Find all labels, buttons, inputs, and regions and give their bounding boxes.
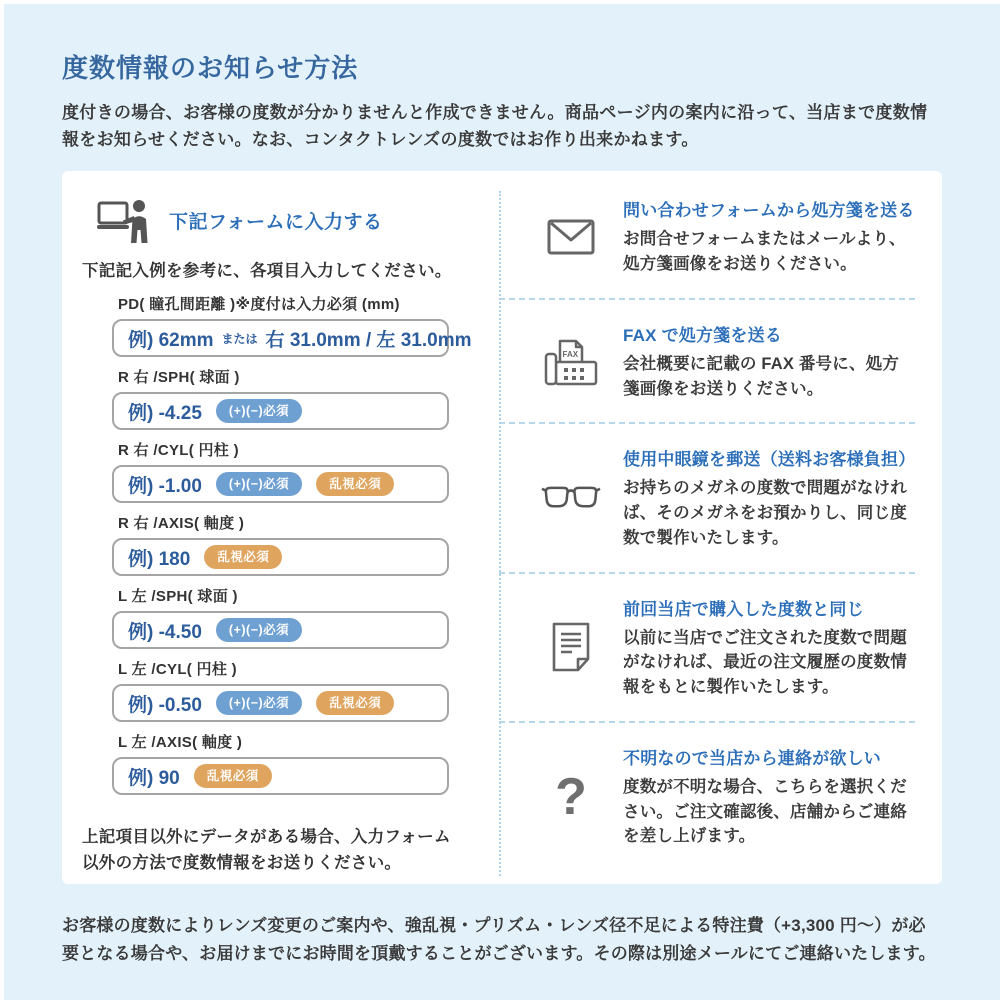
field-example-box bbox=[112, 757, 449, 795]
field-label: R 右 /SPH( 球面 ) bbox=[118, 369, 240, 387]
astigmatism-required-badge: 乱視必須 bbox=[194, 764, 272, 788]
field-example-value: 例) 90 bbox=[128, 767, 180, 789]
field-r-sph bbox=[112, 366, 449, 430]
question-icon: ? bbox=[555, 767, 587, 826]
method-body: お持ちのメガネの度数で問題がなければ、そのメガネをお預かりし、同じ度数で製作いたします。 bbox=[623, 479, 907, 547]
astigmatism-required-badge: 乱視必須 bbox=[316, 691, 394, 715]
svg-text:FAX: FAX bbox=[562, 350, 579, 360]
field-example-value: 例) -0.50 bbox=[128, 694, 202, 716]
info-card bbox=[62, 171, 942, 884]
field-example-value: 例) -1.00 bbox=[128, 475, 202, 497]
method-mail-glasses bbox=[499, 424, 915, 573]
field-label: R 右 /CYL( 円柱 ) bbox=[118, 442, 239, 460]
plus-minus-required-badge: (+)(−)必須 bbox=[216, 691, 302, 715]
methods-section bbox=[499, 171, 943, 884]
field-example-box bbox=[112, 611, 449, 649]
field-example-value: 右 31.0mm / 左 31.0mm bbox=[265, 329, 472, 351]
form-instruction: 下記記入例を参考に、各項目入力してください。 bbox=[82, 262, 452, 281]
method-body: お問合せフォームまたはメールより、処方箋画像をお送りください。 bbox=[623, 230, 906, 274]
field-label: R 右 /AXIS( 軸度 ) bbox=[118, 515, 245, 533]
field-r-cyl bbox=[112, 439, 449, 503]
form-section-header bbox=[97, 197, 499, 243]
footer-note: お客様の度数によりレンズ変更のご案内や、強乱視・プリズム・レンズ径不足による特注費（+3,300 円〜）が必要となる場合や、お届けまでにお時間を頂戴することがございます。その際は別途メールにてご連絡いたします。 bbox=[62, 916, 936, 963]
field-example-connector: または bbox=[221, 331, 258, 346]
glasses-icon bbox=[541, 485, 601, 511]
method-heading: 使用中眼鏡を郵送（送料お客様負担） bbox=[623, 450, 916, 470]
envelope-icon bbox=[541, 219, 601, 255]
method-contact-form bbox=[499, 171, 915, 300]
field-l-axis bbox=[112, 731, 449, 795]
method-unknown bbox=[499, 723, 915, 870]
method-previous-order bbox=[499, 574, 915, 723]
method-heading: FAX で処方箋を送る bbox=[623, 325, 782, 345]
form-entry-icon bbox=[97, 197, 151, 243]
field-example-box bbox=[112, 392, 449, 430]
field-label: PD( 瞳孔間距離 )※度付は入力必須 (mm) bbox=[118, 296, 400, 314]
field-label: L 左 /SPH( 球面 ) bbox=[118, 588, 238, 606]
method-heading: 問い合わせフォームから処方箋を送る bbox=[623, 201, 915, 221]
form-section-heading: 下記フォームに入力する bbox=[169, 211, 383, 233]
field-label: L 左 /CYL( 円柱 ) bbox=[118, 661, 237, 679]
info-panel bbox=[4, 4, 1000, 1000]
fax-icon bbox=[541, 336, 601, 386]
field-l-sph bbox=[112, 585, 449, 649]
column-divider bbox=[499, 191, 501, 876]
field-pd bbox=[112, 293, 472, 357]
field-example-box bbox=[112, 465, 449, 503]
field-r-axis bbox=[112, 512, 449, 576]
plus-minus-required-badge: (+)(−)必須 bbox=[216, 472, 302, 496]
field-l-cyl bbox=[112, 658, 449, 722]
field-example-value: 例) -4.50 bbox=[128, 621, 202, 643]
field-example-value: 例) 62mm bbox=[128, 329, 214, 351]
field-label: L 左 /AXIS( 軸度 ) bbox=[118, 734, 243, 752]
method-heading: 不明なので当店から連絡が欲しい bbox=[623, 748, 881, 768]
form-note: 上記項目以外にデータがある場合、入力フォーム以外の方法で度数情報をお送りください。 bbox=[82, 828, 451, 872]
field-example-box bbox=[112, 538, 449, 576]
form-fields bbox=[112, 293, 472, 795]
method-body: 以前に当店でご注文された度数で問題がなければ、最近の注文履歴の度数情報をもとに製作いたします。 bbox=[623, 628, 907, 697]
plus-minus-required-badge: (+)(−)必須 bbox=[216, 618, 302, 642]
page-title: 度数情報のお知らせ方法 bbox=[62, 53, 359, 83]
intro-text: 度付きの場合、お客様の度数が分かりませんと作成できません。商品ページ内の案内に沿って、当店まで度数情報をお知らせください。なお、コンタクトレンズの度数ではお作り出来かねます。 bbox=[62, 103, 928, 150]
plus-minus-required-badge: (+)(−)必須 bbox=[216, 399, 302, 423]
field-example-box bbox=[112, 319, 472, 357]
field-example-value: 例) 180 bbox=[128, 548, 191, 570]
method-body: 度数が不明な場合、こちらを選択ください。ご注文確認後、店舗からご連絡を差し上げます。 bbox=[623, 777, 907, 846]
method-fax bbox=[499, 300, 915, 425]
astigmatism-required-badge: 乱視必須 bbox=[204, 545, 282, 569]
field-example-value: 例) -4.25 bbox=[128, 402, 202, 424]
form-section bbox=[62, 171, 499, 884]
field-example-box bbox=[112, 684, 449, 722]
astigmatism-required-badge: 乱視必須 bbox=[316, 472, 394, 496]
method-heading: 前回当店で購入した度数と同じ bbox=[623, 599, 864, 619]
method-body: 会社概要に記載の FAX 番号に、処方箋画像をお送りください。 bbox=[623, 354, 900, 398]
document-icon bbox=[541, 622, 601, 672]
